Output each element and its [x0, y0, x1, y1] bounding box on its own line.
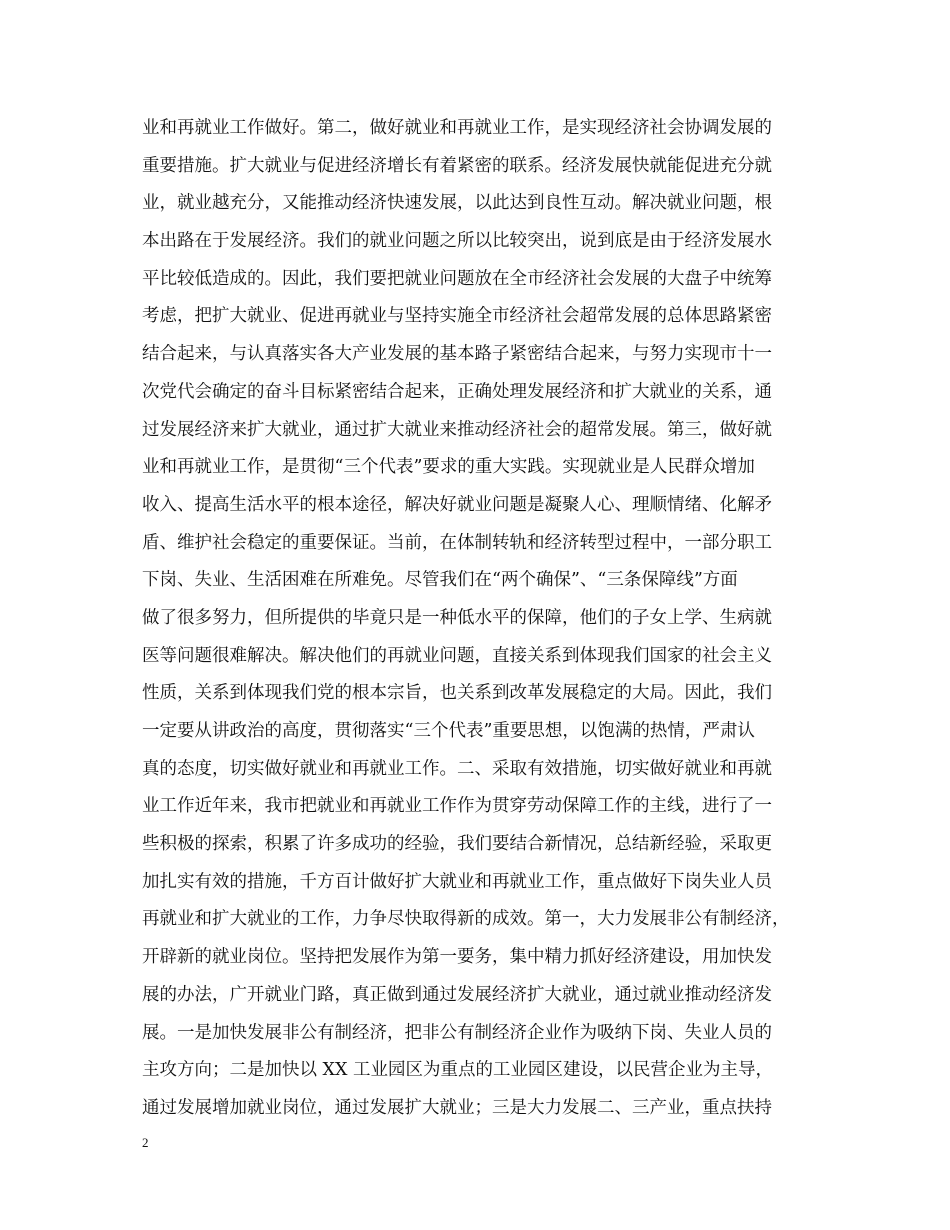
text-line: 业和再就业工作做好。第二，做好就业和再就业工作，是实现经济社会协调发展的 — [142, 118, 772, 138]
text-line: 些积极的探索，积累了许多成功的经验，我们要结合新情况，总结新经验，采取更 — [142, 834, 772, 855]
text-line: 真的态度，切实做好就业和再就业工作。二、采取有效措施，切实做好就业和再就 — [142, 758, 772, 779]
text-line: 次党代会确定的奋斗目标紧密结合起来，正确处理发展经济和扩大就业的关系，通 — [142, 381, 772, 402]
text-line: 加扎实有效的措施，千方百计做好扩大就业和再就业工作，重点做好下岗失业人员 — [142, 871, 772, 892]
text-line: 一定要从讲政治的高度，贯彻落实“三个代表”重要思想，以饱满的热情，严肃认 — [142, 721, 755, 741]
text-line: 主攻方向；二是加快以 XX 工业园区为重点的工业园区建设，以民营企业为主导， — [142, 1060, 774, 1081]
text-line: 平比较低造成的。因此，我们要把就业问题放在全市经济社会发展的大盘子中统筹 — [142, 268, 772, 289]
text-line: 性质，关系到体现我们党的根本宗旨，也关系到改革发展稳定的大局。因此，我们 — [142, 683, 772, 704]
text-line: 重要措施。扩大就业与促进经济增长有着紧密的联系。经济发展快就能促进充分就 — [142, 155, 772, 176]
text-line: 业和再就业工作，是贯彻“三个代表”要求的重大实践。实现就业是人民群众增加 — [142, 457, 755, 478]
text-line: 下岗、失业、生活困难在所难免。尽管我们在“两个确保”、“三条保障线”方面 — [142, 570, 738, 591]
text-line: 业，就业越充分，又能推动经济快速发展，以此达到良性互动。解决就业问题，根 — [142, 193, 772, 214]
text-line: 再就业和扩大就业的工作，力争尽快取得新的成效。第一，大力发展非公有制经济， — [142, 909, 790, 930]
text-line: 过发展经济来扩大就业，通过扩大就业来推动经济社会的超常发展。第三，做好就 — [142, 419, 772, 440]
body-text — [142, 110, 822, 1128]
text-line: 盾、维护社会稳定的重要保证。当前，在体制转轨和经济转型过程中，一部分职工 — [142, 532, 772, 553]
text-line: 医等问题很难解决。解决他们的再就业问题，直接关系到体现我们国家的社会主义 — [142, 645, 772, 666]
text-line: 开辟新的就业岗位。坚持把发展作为第一要务，集中精力抓好经济建设，用加快发 — [142, 947, 772, 968]
text-line: 考虑，把扩大就业、促进再就业与坚持实施全市经济社会超常发展的总体思路紧密 — [142, 306, 772, 327]
text-line: 结合起来，与认真落实各大产业发展的基本路子紧密结合起来，与努力实现市十一 — [142, 344, 772, 365]
text-line: 业工作近年来，我市把就业和再就业工作作为贯穿劳动保障工作的主线，进行了一 — [142, 796, 772, 817]
text-line: 做了很多努力，但所提供的毕竟只是一种低水平的保障，他们的子女上学、生病就 — [142, 607, 772, 628]
text-line: 收入、提高生活水平的根本途径，解决好就业问题是凝聚人心、理顺情绪、化解矛 — [142, 494, 772, 515]
text-line: 通过发展增加就业岗位，通过发展扩大就业；三是大力发展二、三产业，重点扶持 — [142, 1097, 772, 1118]
page-number: 2 — [142, 1135, 149, 1150]
text-line: 展。一是加快发展非公有制经济，把非公有制经济企业作为吸纳下岗、失业人员的 — [142, 1022, 772, 1043]
text-line: 本出路在于发展经济。我们的就业问题之所以比较突出，说到底是由于经济发展水 — [142, 231, 772, 252]
text-line: 展的办法，广开就业门路，真正做到通过发展经济扩大就业，通过就业推动经济发 — [142, 984, 772, 1005]
